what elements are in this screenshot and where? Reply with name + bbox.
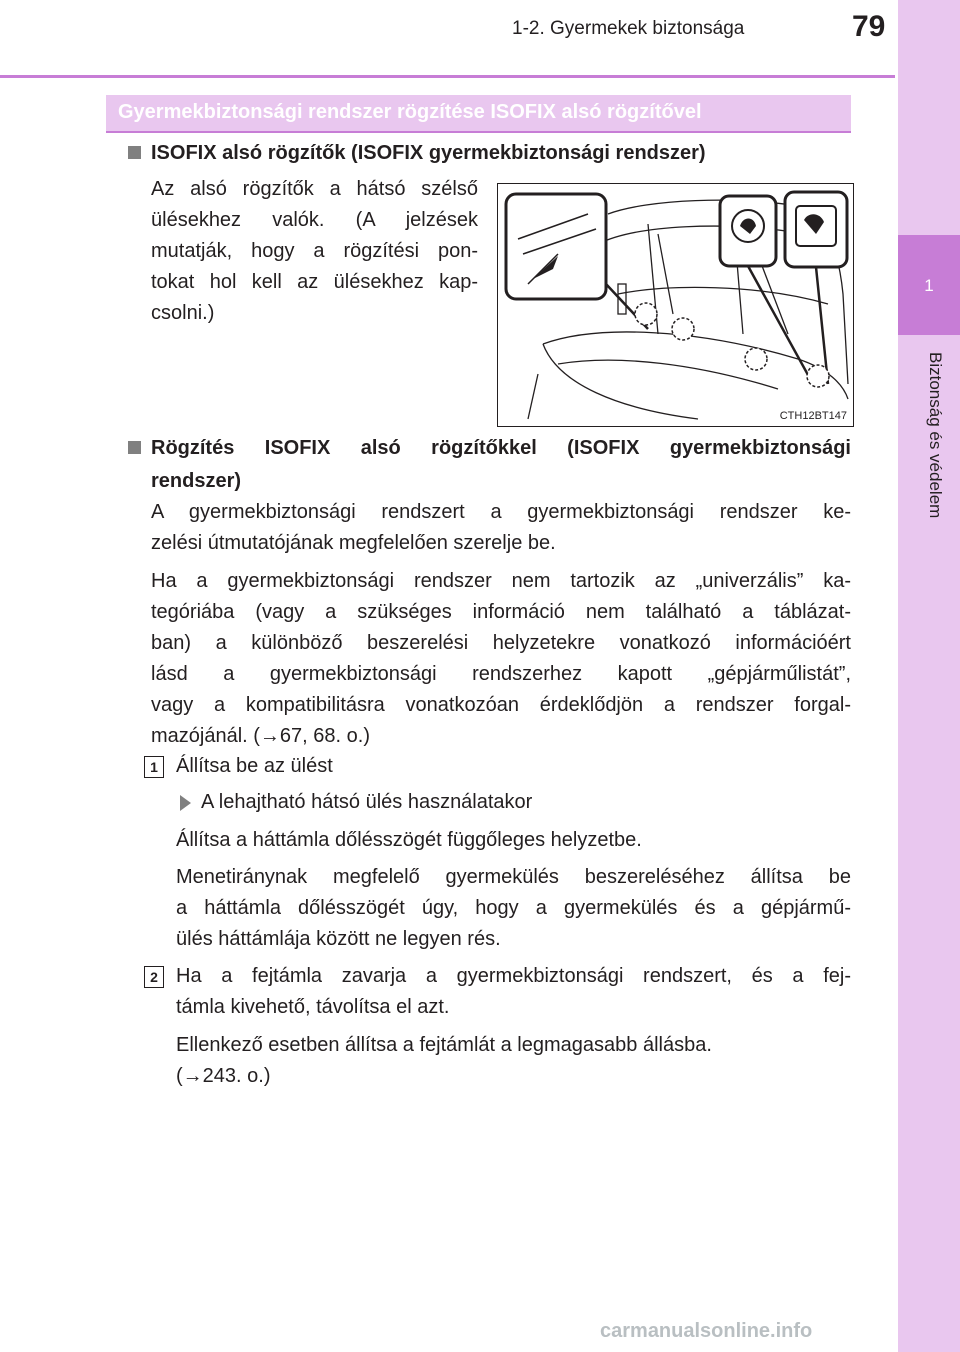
heading-square-icon bbox=[128, 146, 141, 159]
chapter-number: 1 bbox=[924, 276, 934, 295]
para-line: Ellenkező esetben állítsa a fejtámlát a legmagasabb állásba. bbox=[176, 1034, 712, 1056]
para-line: (→243. o.) bbox=[176, 1065, 271, 1087]
step1-text: Állítsa be az ülést bbox=[176, 755, 333, 777]
header-section-title: 1-2. Gyermekek biztonsága bbox=[512, 18, 745, 39]
para-line: A gyermekbiztonsági rendszert a gyermekbiztonsági rendszer ke- bbox=[151, 501, 851, 523]
para-line: Ha a gyermekbiztonsági rendszer nem tartozik az „univerzális” ka- bbox=[151, 570, 851, 592]
rear-seat-drawing bbox=[498, 184, 853, 426]
para-line: tegóriába (vagy a szükséges információ nem található a táblázat- bbox=[151, 601, 851, 623]
step1-body bbox=[176, 862, 851, 955]
para-line: Menetiránynak megfelelő gyermekülés beszereléséhez állítsa be bbox=[176, 866, 851, 888]
step-number-box: 1 bbox=[144, 756, 164, 778]
triangle-bullet-icon bbox=[180, 795, 191, 811]
step-number-box: 2 bbox=[144, 966, 164, 988]
section-title: Gyermekbiztonsági rendszer rögzítése ISOFIX alsó rögzítővel bbox=[118, 101, 702, 123]
para-line: mazójánál. (→67, 68. o.) bbox=[151, 725, 370, 747]
watermark: carmanualsonline.info bbox=[600, 1320, 813, 1342]
step1-line: Állítsa a háttámla dőlésszögét függőleges helyzetbe. bbox=[176, 829, 642, 851]
para-line: ban) a különböző beszerelési helyzetekre vonatkozó információért bbox=[151, 632, 851, 654]
section2-para1 bbox=[151, 497, 851, 559]
section1-line: csolni.) bbox=[151, 302, 215, 324]
illustration-code: CTH12BT147 bbox=[779, 410, 847, 422]
section2-heading-line2: rendszer) bbox=[151, 470, 242, 492]
section1-line: ülésekhez valók. (A jelzések bbox=[151, 209, 478, 231]
section1-line: tokat hol kell az ülésekhez kap- bbox=[151, 271, 478, 293]
section2-para2 bbox=[151, 566, 851, 752]
step2-body-2 bbox=[176, 1030, 851, 1092]
chapter-side-tab bbox=[898, 0, 960, 1352]
para-line: zelési útmutatójának megfelelően szerelje be. bbox=[151, 532, 556, 554]
section2-heading-line1: Rögzítés ISOFIX alsó rögzítőkkel (ISOFIX gyermekbiztonsági bbox=[151, 437, 851, 459]
isofix-seat-illustration bbox=[497, 183, 854, 427]
para-line: támla kivehető, távolítsa el azt. bbox=[176, 996, 450, 1018]
step2-body bbox=[176, 961, 851, 1023]
section1-line: mutatják, hogy a rögzítési pon- bbox=[151, 240, 478, 262]
header-divider bbox=[0, 75, 895, 78]
section1-heading: ISOFIX alsó rögzítők (ISOFIX gyermekbiztonsági rendszer) bbox=[151, 142, 706, 164]
chapter-title: Biztonság és védelem bbox=[926, 352, 945, 519]
section2-heading bbox=[151, 432, 851, 498]
para-line: a háttámla dőlésszögét úgy, hogy a gyermekülés és a gépjármű- bbox=[176, 897, 851, 919]
section1-line: Az alsó rögzítők a hátsó szélső bbox=[151, 178, 478, 200]
section1-body bbox=[151, 174, 478, 329]
page-number: 79 bbox=[852, 10, 886, 43]
para-line: lásd a gyermekbiztonsági rendszerhez kapott „gépjárműlistát”, bbox=[151, 663, 851, 685]
para-line: Ha a fejtámla zavarja a gyermekbiztonsági rendszert, és a fej- bbox=[176, 965, 851, 987]
section-title-bar bbox=[106, 95, 851, 133]
step1-subheading: A lehajtható hátsó ülés használatakor bbox=[201, 791, 533, 813]
para-line: vagy a kompatibilitásra vonatkozóan érdeklődjön a rendszer forgal- bbox=[151, 694, 851, 716]
para-line: ülés háttámlája között ne legyen rés. bbox=[176, 928, 501, 950]
heading-square-icon bbox=[128, 441, 141, 454]
